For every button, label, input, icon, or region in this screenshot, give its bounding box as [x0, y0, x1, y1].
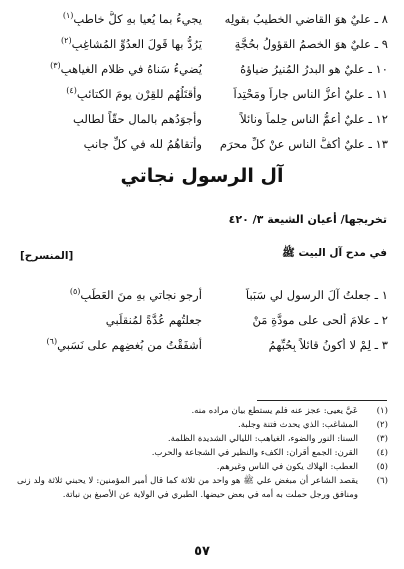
footnote	[17, 474, 388, 502]
verse-second-hemistich: وأقتَلُهُم للقِرْنِ يومَ الكتائبِ$^{(٤)}$	[66, 86, 202, 101]
footnote	[17, 446, 388, 460]
verse-first-hemistich: ٩ ـ عليٌ هوَ الخصمُ القؤولُ بحُجَّةٍ	[234, 36, 388, 51]
footnote-ref: (١)	[62, 11, 74, 20]
page-number: ٥٧	[194, 544, 210, 559]
footnote-ref: (٥)	[69, 287, 81, 296]
verse-first-hemistich: ٢ ـ علامَ ألحى على مودَّةِ مَنْ	[252, 312, 388, 327]
verse-row	[18, 86, 388, 111]
footnote-number: (٥)	[376, 462, 388, 472]
verse-first-hemistich: ٨ ـ عليٌ هوَ القاضي الخطيبُ بقولِه	[224, 11, 388, 26]
poem-meter: [المنسرح]	[20, 250, 74, 262]
verse-second-hemistich: وأجوَدُهم بالمالِ حقّاً لطالبِ	[72, 111, 202, 126]
verse-row	[18, 312, 388, 337]
footnote	[17, 432, 388, 446]
verse-row	[18, 287, 388, 312]
footnote-number: (٣)	[376, 434, 388, 444]
verse-first-hemistich: ١٠ ـ عليٌ هو البدرُ المُنيرُ ضياؤهُ	[240, 61, 388, 76]
verse-first-hemistich: ١١ ـ عليٌ أعزُّ الناسِ جاراً ومَحْتِداً	[233, 86, 388, 101]
footnote-number: (٤)	[376, 448, 388, 458]
footnote	[17, 460, 388, 474]
footnote	[17, 404, 388, 418]
footnote	[17, 418, 388, 432]
footnote-ref: (٦)	[46, 337, 58, 346]
footnotes	[17, 404, 388, 502]
verse-row	[18, 111, 388, 136]
footnote-ref: (٤)	[66, 86, 77, 95]
footnote-number: (١)	[376, 406, 388, 416]
footnote-text: العطب: الهلاك يكون في الناس وغيرهم.	[216, 462, 358, 472]
verse-first-hemistich: ٣ ـ لِمْ لا أكونُ قائلاً بِحُبِّهِمُ	[268, 337, 388, 352]
footnote-text: السنا: النور والضوء، الغياهب: الليالي الشديدة الظلمة.	[167, 434, 358, 444]
verse-second-hemistich: وأتقاهُمُ لله في كلِّ جانبِ	[83, 136, 202, 151]
footnote-text: يقصد الشاعر أن مبغض علي ﷺ هو واحد من ثلاثة كما قال أمير المؤمنين: لا يحبني ثلاثة ولد زنى ومنافق ورجل حملت به أمه في بعض حيضها. الطبري في الولاية عن الأصبغ بن نباتة.	[17, 476, 358, 500]
verse-first-hemistich: ١٣ ـ عليٌ أكفُّ الناسِ عنْ كلِّ محرَمٍ	[219, 136, 388, 151]
verse-first-hemistich: ١ ـ جعلتُ آلَ الرسولِ لي سَبَباً	[245, 287, 388, 302]
verse-second-hemistich: أرجو نجاتي بهِ منَ العَطَبِ$^{(٥)}$	[69, 287, 202, 302]
verse-row	[18, 36, 388, 61]
footnote-number: (٦)	[376, 476, 388, 486]
verse-second-hemistich: يجيءُ بما يُعيا بهِ كلُّ خاطبِ$^{(١)}$	[62, 11, 202, 26]
verse-second-hemistich: يُضيءُ سَناهُ في ظلامِ الغياهبِ$^{(٣)}$	[50, 61, 202, 76]
footnote-text: عَيَّ يعيى: عجز عنه فلم يستطع بيان مراده منه.	[191, 406, 358, 416]
footnote-text: القرن: الجمع أقران: الكفء والنظير في الشجاعة والحرب.	[151, 448, 358, 458]
source-citation: تخريجها/ أعيان الشيعة ٣/ ٤٢٠	[228, 213, 387, 226]
verse-first-hemistich: ١٢ ـ عليٌ أعمُّ الناسِ حِلماً ونائلاً	[240, 111, 388, 126]
verse-second-hemistich: يَرُدُّ بها قَولَ العدُوِّ المُشاغِبِ$^{(٢)}$	[61, 36, 202, 51]
footnote-divider	[257, 400, 387, 401]
footnote-ref: (٣)	[50, 61, 61, 70]
verse-row	[18, 136, 388, 161]
verse-row	[18, 337, 388, 362]
poem-subheading: في مدح آل البيت ﷺ	[282, 247, 387, 259]
verse-row	[18, 11, 388, 36]
footnote-text: المشاغب: الذي يحدث فتنة وجلبة.	[238, 420, 358, 430]
verse-second-hemistich: أشفَقْتُ من بُغضِهِم على نَسَبي$^{(٦)}$	[46, 337, 202, 352]
footnote-number: (٢)	[376, 420, 388, 430]
footnote-ref: (٢)	[61, 36, 72, 45]
poem-verses-top	[18, 11, 388, 161]
poem-title: آل الرسول نجاتي	[120, 165, 284, 187]
poem-verses-bottom	[18, 287, 388, 362]
verse-row	[18, 61, 388, 86]
verse-second-hemistich: جعلتُهم عُدَّةً لمُنقلَبي	[105, 312, 202, 327]
